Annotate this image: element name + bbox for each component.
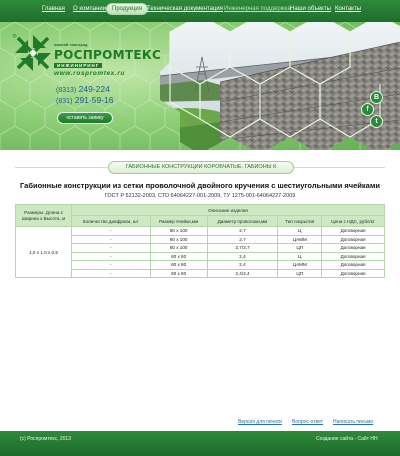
- table-cell: 2,4: [207, 261, 278, 270]
- table-cell: 80 х 100: [150, 227, 207, 236]
- phone-2-code: (831): [56, 98, 73, 105]
- phone-2: [56, 95, 113, 105]
- header-banner: [0, 22, 400, 150]
- table-cell: -: [72, 227, 151, 236]
- table-cell: 80 х 100: [150, 244, 207, 253]
- table-cell: Ц: [278, 227, 322, 236]
- section-banner: ГАБИОННЫЕ КОНСТРУКЦИИ КОРОБЧАТЫЕ. ГАБИОНЫ К: [108, 161, 294, 174]
- table-cell: Договорная: [322, 252, 385, 261]
- table-cell: 80 х 100: [150, 235, 207, 244]
- table-cell: 60 х 80: [150, 252, 207, 261]
- banner-divider-right: [294, 167, 385, 168]
- vk-icon[interactable]: В: [370, 91, 383, 104]
- twitter-icon[interactable]: t: [370, 115, 383, 128]
- table-cell: 2,4/3,4: [207, 269, 278, 278]
- phone-2-number: 291-59-16: [74, 95, 114, 105]
- request-button[interactable]: оставить заявку: [57, 112, 113, 124]
- table-cell: 2,7: [207, 235, 278, 244]
- table-cell: 2,7: [207, 227, 278, 236]
- print-version-link[interactable]: Версия для печати: [238, 419, 282, 425]
- logo-city: нижний новгород: [54, 43, 88, 47]
- nav-item-products[interactable]: Продукция: [106, 3, 148, 15]
- nav-item-engineering-support[interactable]: Инженерная поддержка: [224, 6, 291, 12]
- write-letter-link[interactable]: Написать письмо: [333, 419, 374, 425]
- table-cell: 60 х 80: [150, 269, 207, 278]
- table-cell: ЦП: [278, 269, 322, 278]
- table-cell: 2,7/3,7: [207, 244, 278, 253]
- table-cell: Договорная: [322, 261, 385, 270]
- table-cell: Договорная: [322, 227, 385, 236]
- table-cell: Договорная: [322, 244, 385, 253]
- facebook-icon[interactable]: f: [361, 103, 374, 116]
- top-nav: [0, 0, 400, 22]
- phone-1-number: 249-224: [78, 84, 110, 94]
- table-cell: -: [72, 269, 151, 278]
- description-header: Описание изделия: [72, 205, 385, 216]
- site-credit-link[interactable]: Создание сайта - Сайт НН: [316, 436, 378, 442]
- table-row: [16, 269, 385, 278]
- copyright: (c) Роспромтекс, 2013: [20, 436, 71, 442]
- sizes-header: Размеры: Длина х Ширина х Высота, м: [16, 205, 72, 227]
- table-cell: -: [72, 235, 151, 244]
- col-coating: Тип покрытия: [278, 216, 322, 227]
- table-cell: 2,4: [207, 252, 278, 261]
- nav-item-about[interactable]: О компании: [73, 6, 107, 12]
- logo-arrows-icon: [12, 32, 54, 74]
- logo-subtitle: ИНЖИНИРИНГ: [54, 63, 102, 68]
- table-cell: ЦП: [278, 244, 322, 253]
- table-cell: 60 х 80: [150, 261, 207, 270]
- table-cell: -: [72, 261, 151, 270]
- nav-item-home[interactable]: Главная: [42, 6, 65, 12]
- phone-1: [56, 84, 110, 94]
- table-cell: Ц: [278, 252, 322, 261]
- gabion-photo-collage: [150, 22, 400, 150]
- table-cell: Договорная: [322, 269, 385, 278]
- product-table: [15, 204, 385, 278]
- table-row: [16, 244, 385, 253]
- page-title: Габионные конструкции из сетки проволочной двойного кручения с шестиугольными ячейками: [20, 181, 380, 190]
- standards-line: ГОСТ Р 52132-2003, СТО 64064227-001-2009, ТУ 1275-001-64064227-2009: [104, 193, 296, 199]
- logo-name: РОСПРОМТЕКС: [54, 48, 162, 62]
- logo-url: www.rospromtex.ru: [54, 70, 125, 77]
- size-cell: 1,0 х 1,0 х 0,5: [16, 227, 72, 278]
- table-row: [16, 235, 385, 244]
- banner-divider-left: [15, 167, 108, 168]
- nav-item-tech-docs[interactable]: Техническая документация: [147, 6, 223, 12]
- nav-item-our-objects[interactable]: Наши объекты: [290, 6, 331, 12]
- table-cell: -: [72, 252, 151, 261]
- table-row: [16, 252, 385, 261]
- faq-link[interactable]: Вопрос-ответ: [292, 419, 324, 425]
- col-diaphragms: Количество диафрагм, шт: [72, 216, 151, 227]
- table-cell: ЦАММ: [278, 261, 322, 270]
- table-cell: Договорная: [322, 235, 385, 244]
- table-row: [16, 227, 385, 236]
- table-cell: ЦАММ: [278, 235, 322, 244]
- nav-item-contacts[interactable]: Контакты: [335, 6, 361, 12]
- table-cell: -: [72, 244, 151, 253]
- col-wire-diameter: Диаметр проволоки,мм: [207, 216, 278, 227]
- footer: [0, 431, 400, 456]
- table-row: [16, 261, 385, 270]
- col-mesh-size: Размер ячейки,мм: [150, 216, 207, 227]
- phone-1-code: (8313): [56, 87, 77, 94]
- svg-text:®: ®: [12, 34, 17, 40]
- col-price: Цена с НДС, рубл/кт: [322, 216, 385, 227]
